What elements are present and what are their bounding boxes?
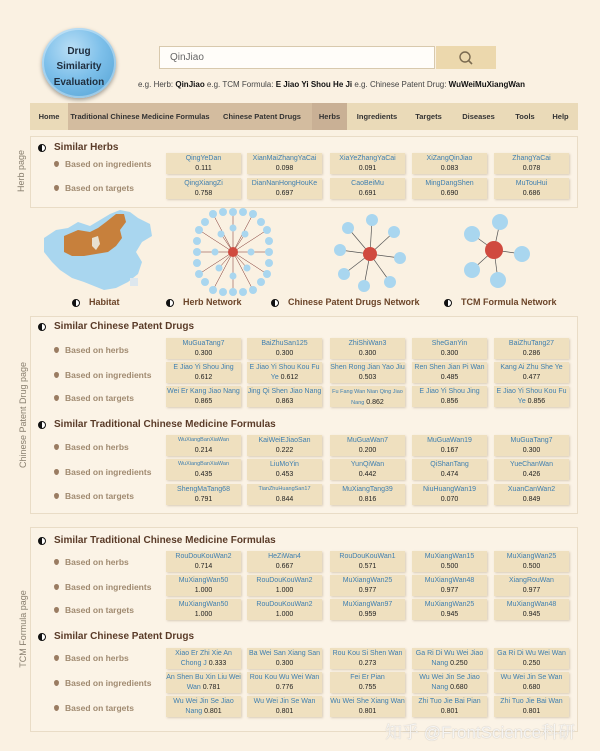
result-card[interactable]: RouDouKouWan2 1.000	[247, 599, 322, 620]
drop-icon	[54, 559, 59, 565]
result-card[interactable]: LiuMoYin 0.453	[247, 459, 322, 480]
result-card[interactable]: MuXiangWan48 0.945	[494, 599, 569, 620]
result-card[interactable]: YunQiWan 0.442	[330, 459, 405, 480]
result-card[interactable]: MuGuaWan19 0.167	[412, 435, 487, 456]
result-card[interactable]: RouDouKouWan1 0.571	[330, 551, 405, 572]
example-herb-link[interactable]: QinJiao	[175, 80, 205, 89]
drop-icon	[54, 185, 59, 191]
result-card[interactable]: Ba Wei San Xiang San 0.300	[247, 648, 322, 669]
herb-page-side-label: Herb page	[16, 149, 26, 193]
nav-targets[interactable]: Targets	[407, 103, 450, 130]
row-label: Based on herbs	[54, 557, 129, 567]
result-card[interactable]: Ga Ri Di Wu Wei Jiao Nang 0.250	[412, 648, 487, 669]
result-card[interactable]: TianZhuHuangSan17 0.844	[247, 484, 322, 505]
result-card[interactable]: ZhangYaCai 0.078	[494, 153, 569, 174]
yin-yang-bullet-icon	[38, 144, 46, 152]
result-card[interactable]: ShengMaTang68 0.791	[166, 484, 241, 505]
drop-icon	[54, 347, 59, 353]
result-card[interactable]: E Jiao Yi Shou Kou Fu Ye 0.856	[494, 386, 569, 407]
result-card[interactable]: MuXiangWan15 0.500	[412, 551, 487, 572]
drop-icon	[54, 705, 59, 711]
herb-network-link[interactable]: Herb Network	[183, 297, 242, 307]
patent-drugs-network-link[interactable]: Chinese Patent Drugs Network	[288, 297, 420, 307]
cpd-page-side-label: Chinese Patent Drug page	[18, 361, 28, 469]
result-card[interactable]: Fei Er Pian 0.755	[330, 672, 405, 693]
yin-yang-bullet-icon	[38, 537, 46, 545]
herb-network-image[interactable]	[193, 208, 273, 296]
result-card[interactable]: Wu Wei Jin Se Wan 0.680	[494, 672, 569, 693]
habitat-map-image[interactable]	[38, 208, 158, 296]
drop-icon	[54, 161, 59, 167]
result-card[interactable]: NiuHuangWan19 0.070	[412, 484, 487, 505]
result-card[interactable]: MuXiangTang39 0.816	[330, 484, 405, 505]
result-card[interactable]: Wei Er Kang Jiao Nang 0.865	[166, 386, 241, 407]
row-label: Based on ingredients	[54, 582, 151, 592]
result-card[interactable]: Wu Wei She Xiang Wan 0.801	[330, 696, 405, 717]
result-card[interactable]: XianMaiZhangYaCai 0.098	[247, 153, 322, 174]
result-card[interactable]: MuXiangWan48 0.977	[412, 575, 487, 596]
main-nav	[30, 103, 578, 130]
patent-drugs-network-image[interactable]	[328, 212, 408, 296]
result-card[interactable]: KaiWeiEJiaoSan 0.222	[247, 435, 322, 456]
result-card[interactable]: BaiZhuTang27 0.286	[494, 338, 569, 359]
result-card[interactable]: DianNanHongHouKe 0.697	[247, 178, 322, 199]
yin-yang-bullet-icon	[38, 633, 46, 641]
yin-yang-bullet-icon	[38, 421, 46, 429]
drop-icon	[54, 493, 59, 499]
result-card[interactable]: E Jiao Yi Shou Jing 0.612	[166, 362, 241, 383]
result-card[interactable]: Zhi Tuo Jie Bai Pian 0.801	[412, 696, 487, 717]
result-card[interactable]: RouDouKouWan2 1.000	[247, 575, 322, 596]
row-label: Based on herbs	[54, 345, 129, 355]
row-label: Based on ingredients	[54, 370, 151, 380]
drop-icon	[54, 655, 59, 661]
nav-chinese-patent-drugs[interactable]: Chinese Patent Drugs	[212, 103, 312, 130]
similar-herbs-title: Similar Herbs	[54, 142, 119, 153]
tcm-formula-network-image[interactable]	[458, 212, 538, 296]
drop-icon	[54, 444, 59, 450]
drop-icon	[54, 395, 59, 401]
example-tcm-link[interactable]: E Jiao Yi Shou He Ji	[275, 80, 353, 89]
row-label: Based on targets	[54, 393, 134, 403]
cpd-similar-tcm-title: Similar Traditional Chinese Medicine Formulas	[54, 419, 276, 430]
nav-tools[interactable]: Tools	[507, 103, 543, 130]
example-herb-prefix: e.g. Herb:	[138, 80, 176, 89]
result-card[interactable]: MuXiangWan97 0.959	[330, 599, 405, 620]
logo[interactable]	[42, 28, 116, 98]
result-card[interactable]: Rou Kou Wu Wei Wan 0.776	[247, 672, 322, 693]
result-card[interactable]: MuXiangWan25 0.977	[330, 575, 405, 596]
watermark: 知乎 @FrontScience科研	[385, 723, 576, 742]
drop-icon	[54, 680, 59, 686]
example-cpd-prefix: e.g. Chinese Patent Drug:	[352, 80, 449, 89]
nav-tcm-formulas[interactable]: Traditional Chinese Medicine Formulas	[68, 103, 212, 130]
row-label: Based on ingredients	[54, 678, 151, 688]
result-card[interactable]: XuanCanWan2 0.849	[494, 484, 569, 505]
search-button[interactable]	[436, 46, 496, 69]
tcm-similar-cpd-title: Similar Chinese Patent Drugs	[54, 631, 195, 642]
tcm-similar-tcm-title: Similar Traditional Chinese Medicine Formulas	[54, 535, 276, 546]
result-card[interactable]: XiangRouWan 0.977	[494, 575, 569, 596]
nav-ingredients[interactable]: Ingredients	[347, 103, 407, 130]
result-card[interactable]: HeZiWan4 0.667	[247, 551, 322, 572]
result-card[interactable]: QingXiangZi 0.758	[166, 178, 241, 199]
result-card[interactable]: Jing Qi Shen Jiao Nang 0.863	[247, 386, 322, 407]
drop-icon	[54, 607, 59, 613]
tcm-formula-network-link[interactable]: TCM Formula Network	[461, 297, 557, 307]
example-cpd-link[interactable]: WuWeiMuXiangWan	[448, 80, 525, 89]
result-card[interactable]: MuGuaWan7 0.200	[330, 435, 405, 456]
result-card[interactable]: ZhiShiWan3 0.300	[330, 338, 405, 359]
result-card[interactable]: E Jiao Yi Shou Jing 0.856	[412, 386, 487, 407]
result-card[interactable]: Wu Wei Jin Se Jiao Nang 0.680	[412, 672, 487, 693]
result-card[interactable]: MingDangShen 0.690	[412, 178, 487, 199]
result-card[interactable]: Rou Kou Si Shen Wan 0.273	[330, 648, 405, 669]
nav-diseases[interactable]: Diseases	[450, 103, 507, 130]
result-card[interactable]: Wu Wei Jin Se Wan 0.801	[247, 696, 322, 717]
yin-yang-bullet-icon	[166, 299, 174, 307]
nav-home[interactable]: Home	[30, 103, 68, 130]
row-label: Based on ingredients	[54, 159, 151, 169]
result-card[interactable]: Ga Ri Di Wu Wei Wan 0.250	[494, 648, 569, 669]
search-input[interactable]	[159, 46, 435, 69]
result-card[interactable]: E Jiao Yi Shou Kou Fu Ye 0.612	[247, 362, 322, 383]
result-card[interactable]: Shen Rong Jian Yao Jiu 0.503	[330, 362, 405, 383]
logo-line-2: Similarity	[56, 61, 102, 73]
result-card[interactable]: CaoBeiMu 0.691	[330, 178, 405, 199]
habitat-link[interactable]: Habitat	[89, 297, 120, 307]
result-card[interactable]: Kang Ai Zhu She Ye 0.477	[494, 362, 569, 383]
result-card[interactable]: MuTouHui 0.686	[494, 178, 569, 199]
nav-help[interactable]: Help	[543, 103, 578, 130]
logo-line-1: Drug	[67, 45, 91, 57]
cpd-similar-cpd-title: Similar Chinese Patent Drugs	[54, 321, 195, 332]
result-card[interactable]: WuXiangBanXiaWan 0.214	[166, 435, 241, 456]
drop-icon	[54, 584, 59, 590]
search-icon	[458, 50, 474, 66]
result-card[interactable]: XiZangQinJiao 0.083	[412, 153, 487, 174]
result-card[interactable]: WuXiangBanXiaWan 0.435	[166, 459, 241, 480]
drop-icon	[54, 372, 59, 378]
row-label: Based on targets	[54, 183, 134, 193]
result-card[interactable]: MuXiangWan25 0.945	[412, 599, 487, 620]
tcm-page-side-label: TCM Formula page	[18, 590, 28, 668]
result-card[interactable]: QiShanTang 0.474	[412, 459, 487, 480]
row-label: Based on targets	[54, 491, 134, 501]
result-card[interactable]: MuGuaTang7 0.300	[166, 338, 241, 359]
result-card[interactable]: QingYeDan 0.111	[166, 153, 241, 174]
example-tcm-prefix: e.g. TCM Formula:	[204, 80, 276, 89]
row-label: Based on herbs	[54, 442, 129, 452]
result-card[interactable]: Fu Fang Wan Nian Qing Jiao Nang 0.862	[330, 386, 405, 407]
row-label: Based on targets	[54, 703, 134, 713]
result-card[interactable]: YueChanWan 0.426	[494, 459, 569, 480]
result-card[interactable]: MuXiangWan50 1.000	[166, 575, 241, 596]
yin-yang-bullet-icon	[444, 299, 452, 307]
result-card[interactable]: MuXiangWan25 0.500	[494, 551, 569, 572]
row-label: Based on targets	[54, 605, 134, 615]
result-card[interactable]: BaiZhuSan125 0.300	[247, 338, 322, 359]
result-card[interactable]: Zhi Tuo Jie Bai Wan 0.801	[494, 696, 569, 717]
nav-herbs[interactable]: Herbs	[312, 103, 347, 130]
result-card[interactable]: XiaYeZhangYaCai 0.091	[330, 153, 405, 174]
result-card[interactable]: Wu Wei Jin Se Jiao Nang 0.801	[166, 696, 241, 717]
result-card[interactable]: Ren Shen Jian Pi Wan 0.485	[412, 362, 487, 383]
result-card[interactable]: MuGuaTang7 0.300	[494, 435, 569, 456]
result-card[interactable]: Xiao Er Zhi Xie An Chong J 0.333	[166, 648, 241, 669]
yin-yang-bullet-icon	[38, 323, 46, 331]
result-card[interactable]: MuXiangWan50 1.000	[166, 599, 241, 620]
result-card[interactable]: SheGanYin 0.300	[412, 338, 487, 359]
logo-line-3: Evaluation	[53, 76, 105, 88]
yin-yang-bullet-icon	[72, 299, 80, 307]
result-card[interactable]: RouDouKouWan2 0.714	[166, 551, 241, 572]
row-label: Based on ingredients	[54, 467, 151, 477]
row-label: Based on herbs	[54, 653, 129, 663]
search-examples	[138, 80, 558, 89]
yin-yang-bullet-icon	[271, 299, 279, 307]
drop-icon	[54, 469, 59, 475]
result-card[interactable]: An Shen Bu Xin Liu Wei Wan 0.781	[166, 672, 241, 693]
